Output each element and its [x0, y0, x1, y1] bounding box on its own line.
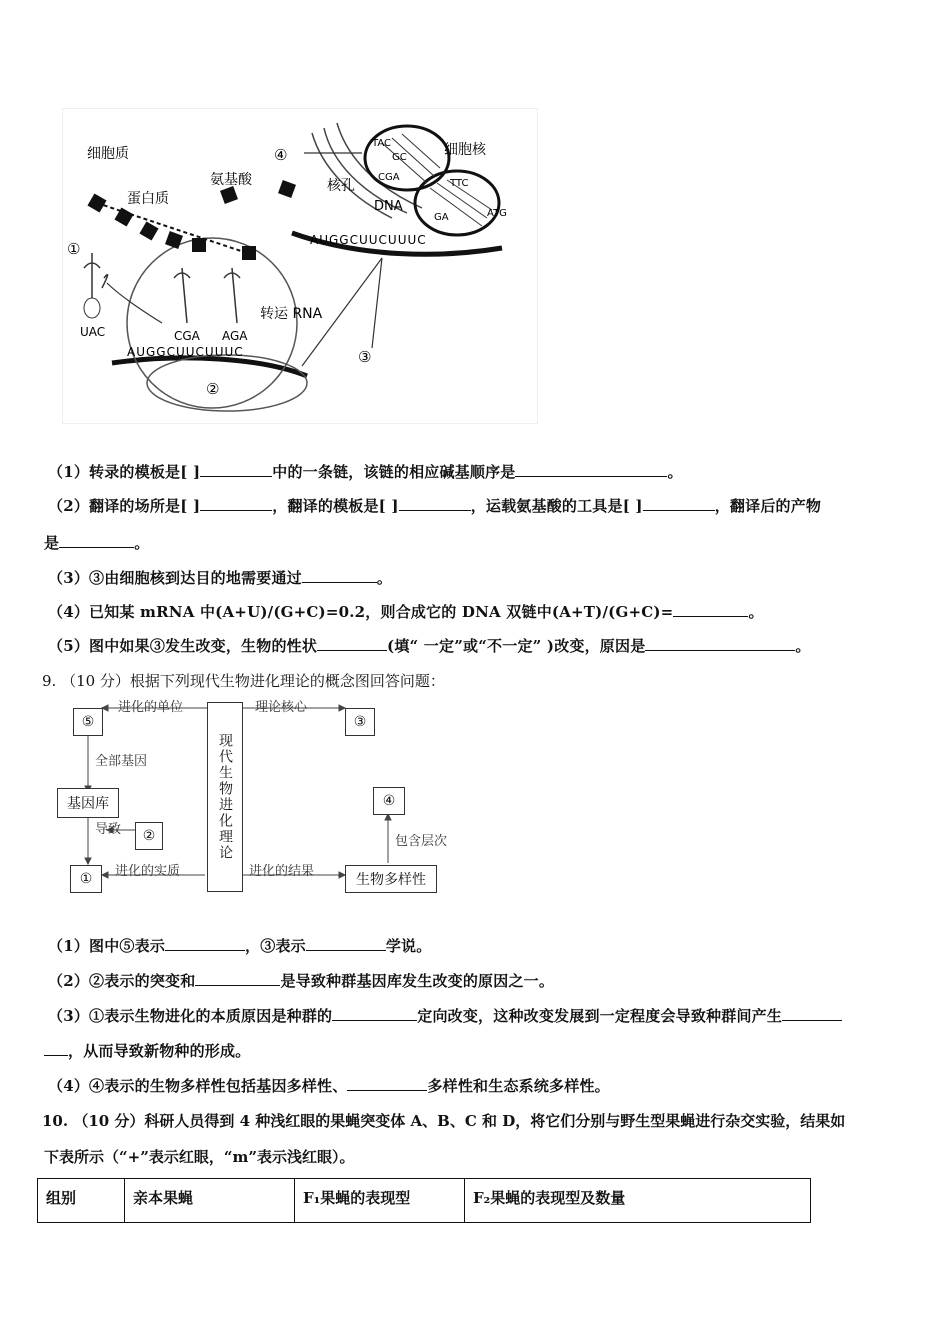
blank[interactable]	[645, 636, 795, 651]
label-result: 进化的结果	[249, 864, 315, 879]
label-nuclear-pore: 核孔	[327, 178, 355, 194]
q8-part1: （1）转录的模板是[ ] 中的一条链，该链的相应碱基顺序是 。	[48, 463, 683, 481]
blank[interactable]	[59, 533, 134, 548]
label-aga: AGA	[222, 329, 248, 343]
box-5: ⑤	[73, 708, 103, 736]
label-unit: 进化的单位	[118, 700, 184, 715]
transcription-translation-figure	[62, 108, 538, 424]
dna-seq-5: GA	[434, 212, 449, 223]
mrna-top-sequence: AUGGCUUCUUUC	[310, 233, 427, 247]
label-cause: 导致	[95, 822, 122, 837]
dna-seq-2: CGA	[378, 172, 400, 183]
blank[interactable]	[44, 1041, 68, 1056]
label-mark4: ④	[274, 146, 288, 164]
dna-seq-6: ATG	[487, 208, 507, 219]
q8-part2: （2）翻译的场所是[ ] ，翻译的模板是[ ] ，运载氨基酸的工具是[ ] ，翻译后的产物	[48, 497, 822, 515]
box-biodiversity: 生物多样性	[345, 865, 437, 893]
label-levels: 包含层次	[395, 834, 448, 849]
blank[interactable]	[306, 936, 386, 951]
header-group: 组别	[38, 1179, 125, 1223]
label-trna: 转运 RNA	[260, 306, 323, 322]
evolution-concept-map	[55, 700, 465, 900]
blank[interactable]	[399, 496, 471, 511]
q8-part3: （3）③由细胞核到达目的地需要通过 。	[48, 569, 393, 587]
box-gene-pool: 基因库	[57, 788, 119, 818]
blank[interactable]	[347, 1076, 427, 1091]
label-all-genes: 全部基因	[95, 754, 148, 769]
label-essence: 进化的实质	[115, 864, 181, 879]
mrna-bottom-sequence: AUGGCUUCUUUC	[127, 345, 244, 359]
q10-line1: 10. （10 分）科研人员得到 4 种浅红眼的果蝇突变体 A、B、C 和 D，将它们分别与野生型果蝇进行杂交实验，结果如	[42, 1112, 846, 1130]
label-core: 理论核心	[255, 700, 308, 715]
blank[interactable]	[782, 1006, 842, 1021]
blank[interactable]	[302, 568, 377, 583]
blank[interactable]	[165, 936, 245, 951]
dna-seq-3: GC	[392, 152, 407, 163]
dna-seq-1: TAC	[372, 138, 391, 149]
blank[interactable]	[200, 496, 272, 511]
blank[interactable]	[200, 462, 272, 477]
q8-part4: （4）已知某 mRNA 中(A+U)/(G+C)=0.2，则合成它的 DNA 双链中(A+T)/(G+C)= 。	[48, 603, 764, 621]
label-cytoplasm: 细胞质	[87, 146, 129, 162]
blank[interactable]	[332, 1006, 417, 1021]
q9-part4: （4）④表示的生物多样性包括基因多样性、 多样性和生态系统多样性。	[48, 1077, 610, 1095]
blank[interactable]	[673, 602, 748, 617]
header-f2: F₂果蝇的表现型及数量	[465, 1179, 811, 1223]
results-table	[37, 1178, 811, 1223]
blank[interactable]	[643, 496, 715, 511]
figure1-svg	[62, 108, 538, 424]
label-dna: DNA	[374, 199, 403, 214]
q9-part3: （3）①表示生物进化的本质原因是种群的 定向改变，这种改变发展到一定程度会导致种群间产生	[48, 1005, 842, 1026]
blank[interactable]	[195, 971, 280, 986]
box-center: 现代生物进化理论	[207, 702, 243, 892]
q9-part1: （1）图中⑤表示 ，③表示 学说。	[48, 937, 432, 955]
label-anticodon: UAC	[80, 325, 106, 339]
box-3: ③	[345, 708, 375, 736]
label-protein: 蛋白质	[127, 191, 169, 207]
label-amino-acid: 氨基酸	[210, 172, 252, 188]
blank[interactable]	[515, 462, 667, 477]
q9-part3-cont: ，从而导致新物种的形成。	[44, 1040, 250, 1061]
dna-seq-4: TTC	[450, 178, 469, 189]
q9-part2: （2）②表示的突变和 是导致种群基因库发生改变的原因之一。	[48, 972, 555, 990]
box-4: ④	[373, 787, 405, 815]
q9-title: 9. （10 分）根据下列现代生物进化理论的概念图回答问题：	[42, 672, 445, 690]
box-1: ①	[70, 865, 102, 893]
label-mark1: ①	[67, 240, 81, 258]
q8-part2-cont: 是 。	[44, 534, 150, 552]
blank[interactable]	[317, 636, 387, 651]
header-f1: F₁果蝇的表现型	[295, 1179, 465, 1223]
label-nucleus: 细胞核	[444, 142, 486, 158]
label-cga: CGA	[174, 329, 200, 343]
q10-line2: 下表所示（“+”表示红眼，“m”表示浅红眼）。	[44, 1148, 355, 1166]
q8-part5: （5）图中如果③发生改变，生物的性状 (填“ 一定”或“不一定” )改变，原因是 。	[48, 637, 811, 655]
label-mark2: ②	[206, 380, 220, 398]
header-parents: 亲本果蝇	[125, 1179, 295, 1223]
label-mark3: ③	[358, 348, 372, 366]
table-header-row	[38, 1179, 811, 1223]
box-2: ②	[135, 822, 163, 850]
